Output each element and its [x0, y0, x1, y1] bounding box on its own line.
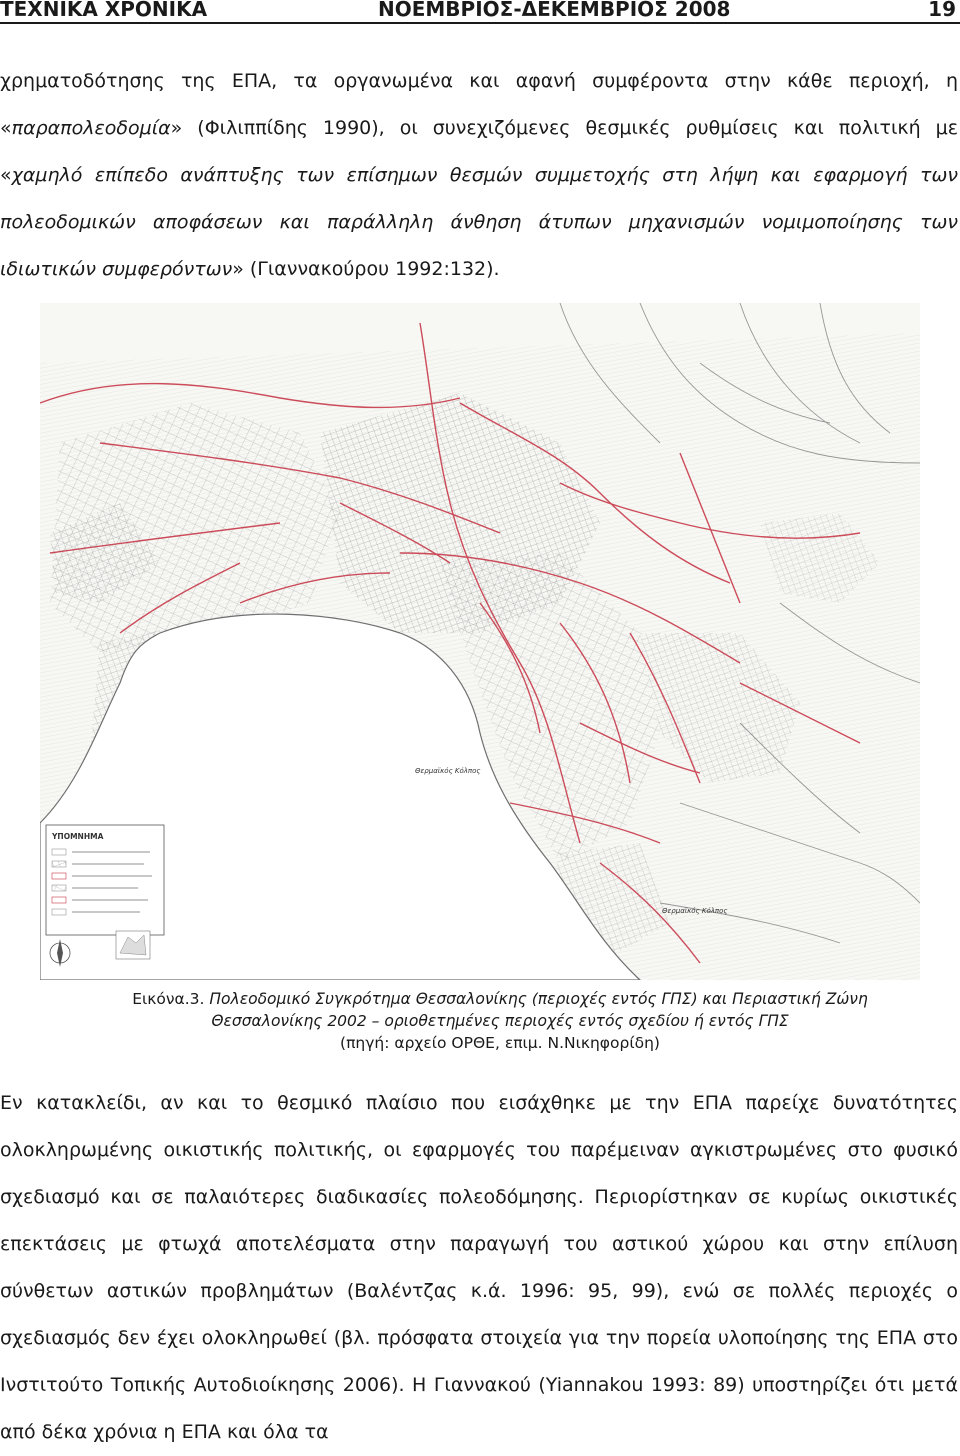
map-figure [40, 303, 920, 980]
map-legend [46, 825, 164, 935]
para1-italic-term: παραπολεοδομία [11, 117, 171, 139]
caption-source: (πηγή: αρχείο ΟΡΘΕ, επιμ. Ν.Νικηφορίδη) [340, 1034, 660, 1052]
para1-text-1: χρηματοδότησης της ΕΠΑ, τα οργανωμένα και αφανή συμφέροντα στην κάθε περιοχή, η « [0, 70, 958, 139]
paragraph-1 [0, 58, 958, 293]
para1-text-2: » (Φιλιππίδης 1990), οι συνεχιζόμενες θεσμικές ρυθμίσεις και πολιτική με « [0, 117, 958, 186]
journal-title: ΤΕΧΝΙΚΑ ΧΡΟΝΙΚΑ [0, 0, 208, 21]
running-header [0, 0, 960, 24]
gulf-label-1: Θερμαϊκός Κόλπος [415, 767, 481, 775]
caption-text: Πολεοδομικό Συγκρότημα Θεσσαλονίκης (περιοχές εντός ΓΠΣ) και Περιαστική Ζώνη Θεσσαλονίκης 2002 – οριοθετημένες περιοχές εντός σχεδίου ή εντός ΓΠΣ [209, 990, 868, 1030]
paragraph-2: Εν κατακλείδι, αν και το θεσμικό πλαίσιο που εισάχθηκε με την ΕΠΑ παρείχε δυνατότητες ολοκληρωμένης οικιστικής πολιτικής, οι εφαρμογές του παρέμειναν αγκιστρωμένες στο φυσικό σχεδιασμό και σε παλαιότερες διαδικασίες πολεοδόμησης. Περιορίστηκαν σε κυρίως οικιστικές επεκτάσεις με φτωχά αποτελέσματα στην παραγωγή του αστικού χώρου και στην επίλυση σύνθετων αστικών προβλημάτων (Βαλέντζας κ.ά. 1996: 95, 99), ενώ σε πολλές περιοχές ο σχεδιασμός δεν έχει ολοκληρωθεί (βλ. πρόσφατα στοιχεία για την πορεία υλοποίησης της ΕΠΑ στο Ινστιτούτο Τοπικής Αυτοδιοίκησης 2006). Η Γιαννακού (Yiannakou 1993: 89) υποστηρίζει ότι μετά από δέκα χρόνια η ΕΠΑ και όλα τα [0, 1092, 958, 1443]
gulf-label-2: Θερμαϊκός Κόλπος [662, 907, 728, 915]
map-image [40, 303, 920, 980]
page-number: 19 [928, 0, 956, 21]
figure-caption [100, 988, 900, 1054]
caption-label: Εικόνα.3. [132, 990, 205, 1008]
inset-map [116, 931, 150, 959]
issue-date: ΝΟΕΜΒΡΙΟΣ-ΔΕΚΕΜΒΡΙΟΣ 2008 [378, 0, 731, 21]
para1-italic-quote: χαμηλό επίπεδο ανάπτυξης των επίσημων θεσμών συμμετοχής στη λήψη και εφαρμογή των πολεοδομικών αποφάσεων και παράλληλη άνθηση άτυπων μηχανισμών νομιμοποίησης των ιδιωτικών συμφερόντων [0, 164, 958, 280]
para1-text-3: » (Γιαννακούρου 1992:132). [232, 258, 500, 280]
legend-title: ΥΠΟΜΝΗΜΑ [52, 832, 104, 841]
